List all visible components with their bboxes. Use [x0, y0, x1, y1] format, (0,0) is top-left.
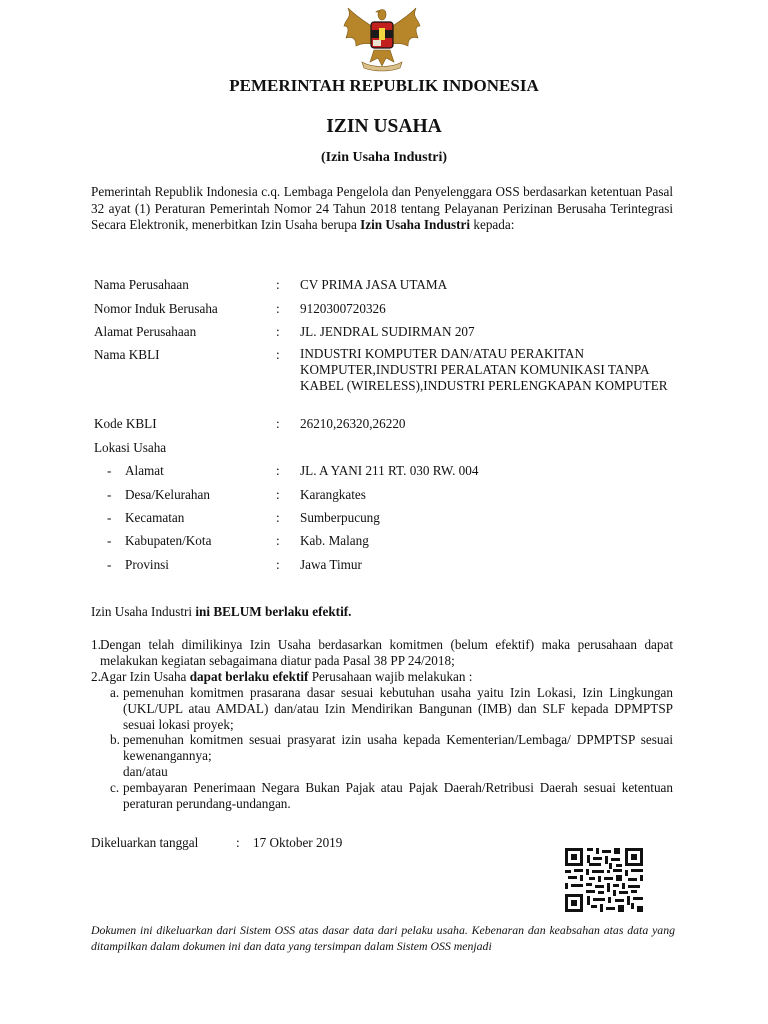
sub-list-item [110, 780, 673, 812]
field-label: Nama Perusahaan [94, 277, 189, 292]
list-text: Perusahaan wajib melakukan : [308, 668, 473, 684]
status-line [91, 604, 351, 620]
footer-disclaimer: Dokumen ini dikeluarkan dari Sistem OSS atas dasar data dari pelaku usaha. Kebenaran dan keabsahan atas data yang ditampilkan dalam dokumen ini dan data yang tersimpan dalam Sistem OSS menjadi [91, 923, 675, 953]
field-colon: : [276, 347, 280, 362]
intro-bold: Izin Usaha Industri [360, 217, 471, 233]
status-bold: ini BELUM berlaku efektif. [195, 604, 352, 619]
field-colon: : [276, 301, 280, 316]
field-label: Kabupaten/Kota [125, 533, 212, 548]
issued-colon: : [236, 835, 240, 850]
list-text: Dengan telah dimilikinya Izin Usaha berdasarkan komitmen (belum efektif) maka perusahaan dapat melakukan kegiatan sebagaimana diatur pada Pasal 38 PP 24/2018; [100, 637, 673, 668]
document-title: IZIN USAHA [326, 116, 442, 137]
list-letter: a. [110, 684, 120, 700]
bullet-dash: - [107, 487, 112, 502]
field-colon: : [276, 533, 280, 548]
list-number: 2. [91, 668, 101, 684]
garuda-pancasila-emblem-icon [340, 4, 424, 72]
sub-list-item [110, 685, 673, 733]
bullet-dash: - [107, 463, 112, 478]
field-label: Provinsi [125, 557, 169, 572]
field-label: Nomor Induk Berusaha [94, 301, 218, 316]
issued-date: 17 Oktober 2019 [253, 835, 343, 850]
field-value: Kab. Malang [300, 533, 369, 548]
field-label: Kecamatan [125, 510, 185, 525]
field-colon: : [276, 324, 280, 339]
field-value: 26210,26320,26220 [300, 416, 406, 431]
status-prefix: Izin Usaha Industri [91, 604, 196, 619]
field-label: Nama KBLI [94, 347, 160, 362]
list-text: pemenuhan komitmen prasarana dasar sesuai kebutuhan usaha yaitu Izin Lokasi, Izin Lingkungan (UKL/UPL atau AMDAL) dan/atau Izin Mendirikan Bangunan (IMB) dan SLF kepada DPMPTSP sesuai lokasi proyek; [123, 684, 673, 732]
field-label: Lokasi Usaha [94, 440, 167, 455]
list-letter: b. [110, 732, 120, 748]
bullet-dash: - [107, 510, 112, 525]
list-letter: c. [110, 780, 120, 796]
list-text-bold: dapat berlaku efektif [189, 668, 309, 684]
intro-tail: kepada: [470, 217, 515, 233]
intro-text: Pemerintah Republik Indonesia c.q. Lembaga Pengelola dan Penyelenggara OSS berdasarkan ketentuan Pasal 32 ayat (1) Peraturan Pemerintah Nomor 24 Tahun 2018 tentang Pelayanan Perizinan Berusaha Terintegrasi Secara Elektronik, menerbitkan Izin Usaha berupa [91, 184, 673, 233]
intro-paragraph [91, 184, 673, 234]
list-item [91, 637, 673, 669]
government-heading: PEMERINTAH REPUBLIK INDONESIA [229, 76, 539, 95]
field-colon: : [276, 463, 280, 478]
qr-code-icon [565, 848, 643, 912]
issued-label: Dikeluarkan tanggal [91, 835, 199, 850]
field-colon: : [276, 487, 280, 502]
field-colon: : [276, 416, 280, 431]
field-value: INDUSTRI KOMPUTER DAN/ATAU PERAKITAN KOMPUTER,INDUSTRI PERALATAN KOMUNIKASI TANPA KABEL (WIRELESS),INDUSTRI PERLENGKAPAN KOMPUTER [300, 346, 668, 393]
document-subtitle: (Izin Usaha Industri) [320, 150, 448, 165]
sub-list-item [110, 732, 673, 780]
field-value: Sumberpucung [300, 510, 380, 525]
field-label: Kode KBLI [94, 416, 157, 431]
field-colon: : [276, 277, 280, 292]
list-text: pembayaran Penerimaan Negara Bukan Pajak atau Pajak Daerah/Retribusi Daerah sesuai ketentuan peraturan perundang-undangan. [123, 780, 673, 812]
list-text: pemenuhan komitmen sesuai prasyarat izin usaha kepada Kementerian/Lembaga/ DPMPTSP sesuai kewenangannya; [123, 732, 673, 764]
conditions-list [91, 637, 673, 812]
bullet-dash: - [107, 533, 112, 548]
field-colon: : [276, 557, 280, 572]
field-value: JL. JENDRAL SUDIRMAN 207 [300, 324, 475, 339]
bullet-dash: - [107, 557, 112, 572]
field-value: Jawa Timur [300, 557, 362, 572]
field-value: CV PRIMA JASA UTAMA [300, 277, 448, 292]
field-label: Alamat [125, 463, 164, 478]
field-label: Alamat Perusahaan [94, 324, 197, 339]
list-item [91, 669, 673, 685]
field-colon: : [276, 510, 280, 525]
field-value: Karangkates [300, 487, 366, 502]
field-label: Desa/Kelurahan [125, 487, 210, 502]
list-text: Agar Izin Usaha [100, 668, 190, 684]
list-number: 1. [91, 637, 101, 652]
field-value: 9120300720326 [300, 301, 386, 316]
list-text-extra: dan/atau [123, 764, 168, 780]
field-value: JL. A YANI 211 RT. 030 RW. 004 [300, 463, 479, 478]
